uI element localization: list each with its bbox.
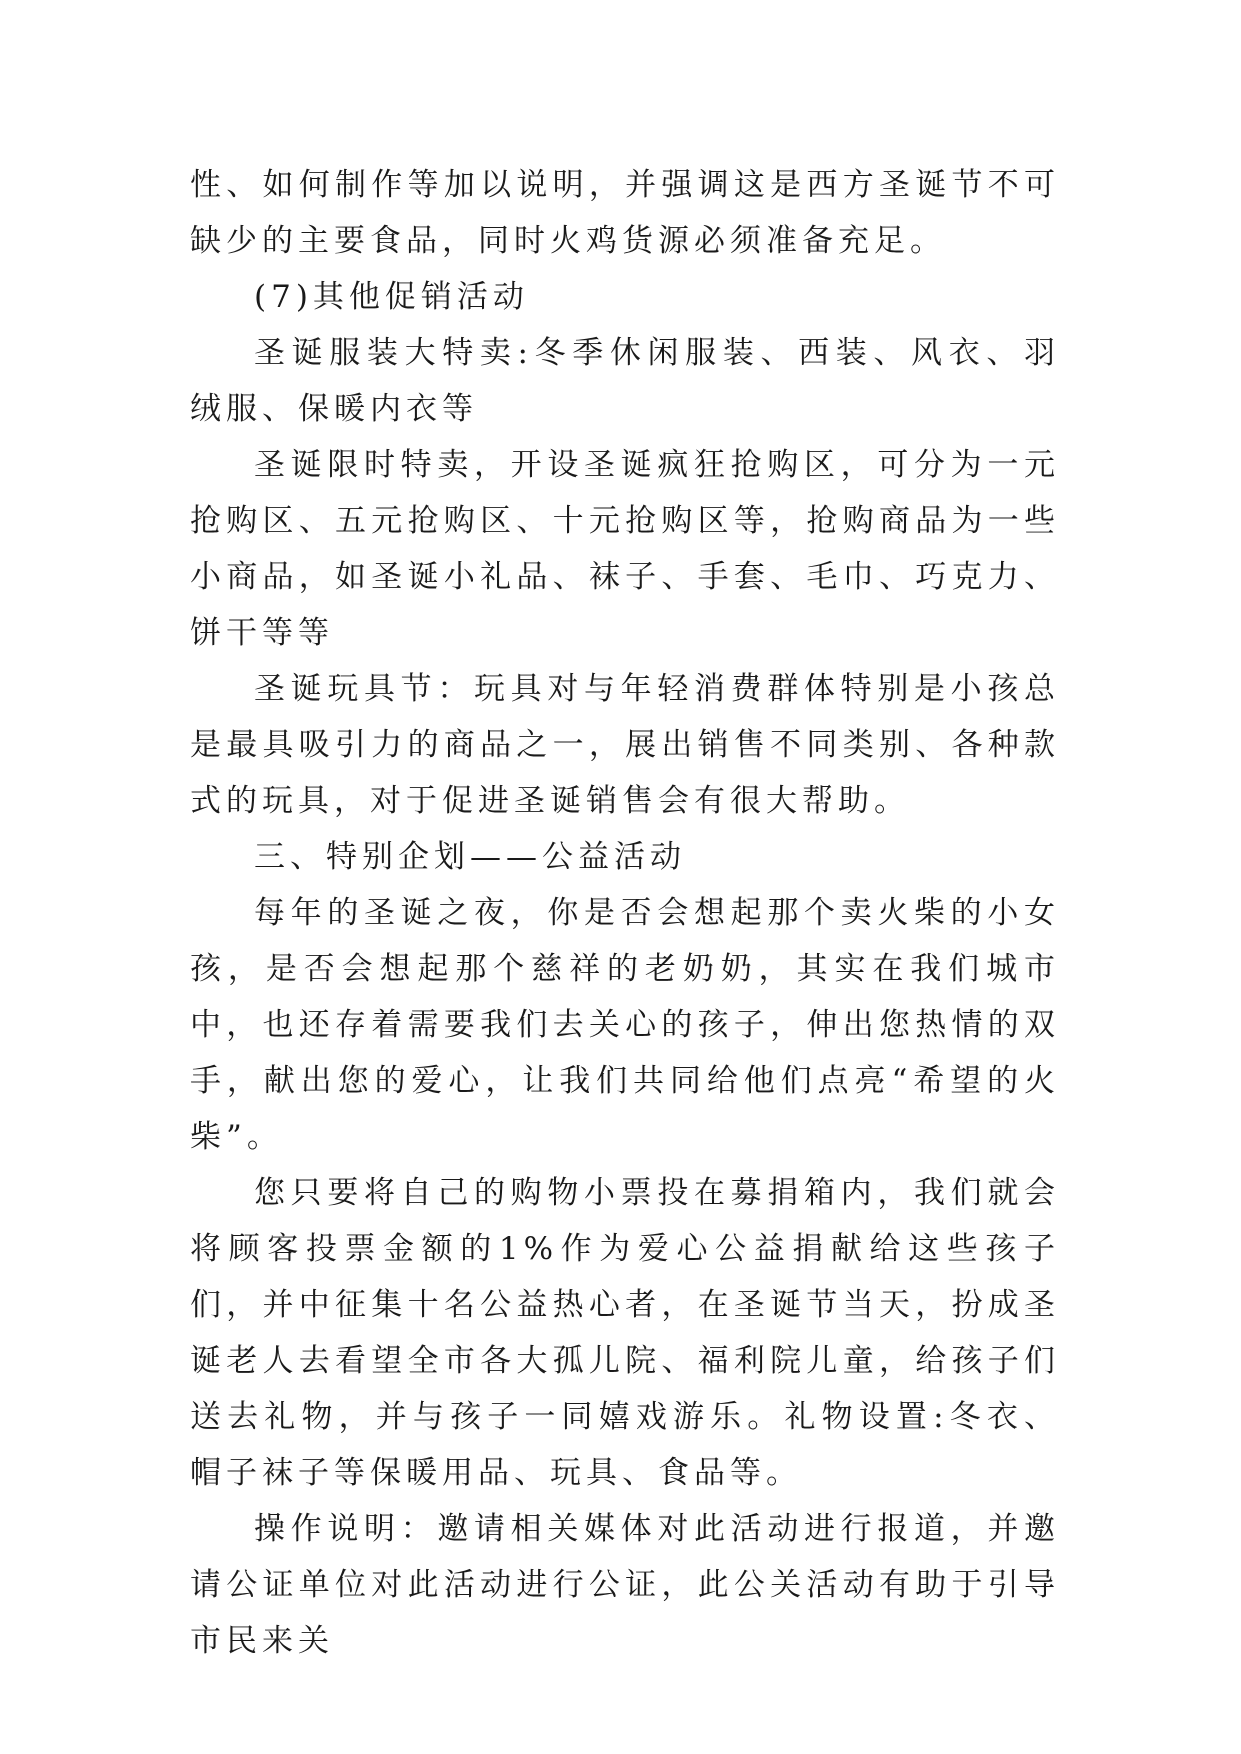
paragraph-flash-sale: 圣诞限时特卖，开设圣诞疯狂抢购区，可分为一元抢购区、五元抢购区、十元抢购区等，抢购商品为一些小商品，如圣诞小礼品、袜子、手套、毛巾、巧克力、饼干等等 — [190, 447, 1060, 651]
paragraph-christmas-night: 每年的圣诞之夜，你是否会想起那个卖火柴的小女孩，是否会想起那个慈祥的老奶奶，其实在我们城市中，也还存着需要我们去关心的孩子，伸出您热情的双手，献出您的爱心，让我们共同给他们点亮“希望的火柴”。 — [190, 895, 1060, 1155]
document-body — [190, 157, 1060, 1669]
paragraph-turkey-continued: 性、如何制作等加以说明，并强调这是西方圣诞节不可缺少的主要食品，同时火鸡货源必须准备充足。 — [190, 167, 1060, 259]
heading-other-promotions: (7)其他促销活动 — [254, 279, 529, 315]
paragraph-toy-festival: 圣诞玩具节：玩具对与年轻消费群体特别是小孩总是最具吸引力的商品之一，展出销售不同类别、各种款式的玩具，对于促进圣诞销售会有很大帮助。 — [190, 671, 1060, 819]
paragraph-operation-notes: 操作说明：邀请相关媒体对此活动进行报道，并邀请公证单位对此活动进行公证，此公关活动有助于引导市民来关 — [190, 1511, 1060, 1659]
paragraph-receipt-donation: 您只要将自己的购物小票投在募捐箱内，我们就会将顾客投票金额的1%作为爱心公益捐献给这些孩子们，并中征集十名公益热心者，在圣诞节当天，扮成圣诞老人去看望全市各大孤儿院、福利院儿童，给孩子们送去礼物，并与孩子一同嬉戏游乐。礼物设置:冬衣、帽子袜子等保暖用品、玩具、食品等。 — [190, 1175, 1060, 1491]
paragraph-clothing-sale: 圣诞服装大特卖:冬季休闲服装、西装、风衣、羽绒服、保暖内衣等 — [190, 335, 1060, 427]
heading-section-three: 三、特别企划——公益活动 — [254, 839, 686, 875]
